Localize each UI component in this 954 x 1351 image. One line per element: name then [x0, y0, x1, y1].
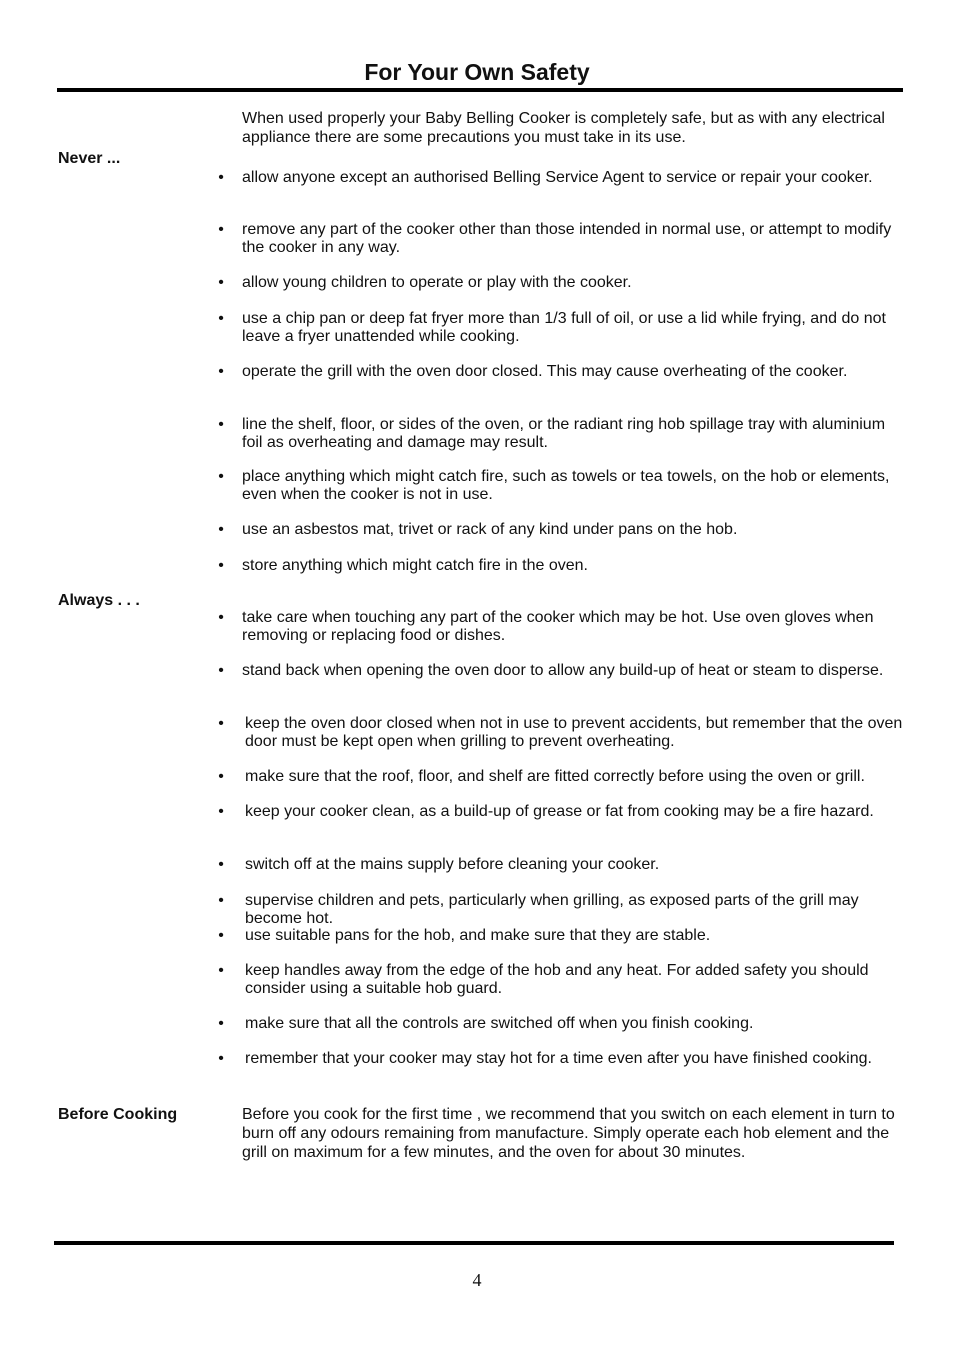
bullet-icon: • [218, 557, 224, 574]
bullet-icon: • [218, 962, 224, 979]
bullet-icon: • [218, 768, 224, 785]
bullet-icon: • [218, 274, 224, 291]
bullet-icon: • [218, 1050, 224, 1067]
bullet-icon: • [218, 221, 224, 238]
bullet-icon: • [218, 468, 224, 485]
bullet-icon: • [218, 662, 224, 679]
bullet-icon: • [218, 803, 224, 820]
top-rule [57, 88, 903, 92]
never-label: Never ... [58, 150, 121, 167]
bullet-icon: • [218, 363, 224, 380]
page-number: 4 [472, 1270, 482, 1290]
bullet-icon: • [218, 310, 224, 327]
before-cooking-paragraph: Before you cook for the first time , we recommend that you switch on each element in turn to burn off any odours remaining from manufacture. Simply operate each hob element and the grill on maximum for a few minutes, and the oven for about 30 minutes. [242, 1106, 895, 1161]
page-title: For Your Own Safety [364, 59, 590, 85]
bullet-icon: • [218, 521, 224, 538]
bullet-icon: • [218, 856, 224, 873]
bullet-icon: • [218, 169, 224, 186]
always-label: Always . . . [58, 592, 140, 609]
bullet-icon: • [218, 892, 224, 909]
bullet-icon: • [218, 1015, 224, 1032]
bullet-icon: • [218, 927, 224, 944]
bullet-icon: • [218, 715, 224, 732]
intro-paragraph: When used properly your Baby Belling Cooker is completely safe, but as with any electrical appliance there are some precautions you must take in its use. [242, 110, 885, 146]
bottom-rule [54, 1241, 894, 1245]
bullet-icon: • [218, 416, 224, 433]
before-cooking-label: Before Cooking [58, 1106, 178, 1123]
bullet-icon: • [218, 609, 224, 626]
